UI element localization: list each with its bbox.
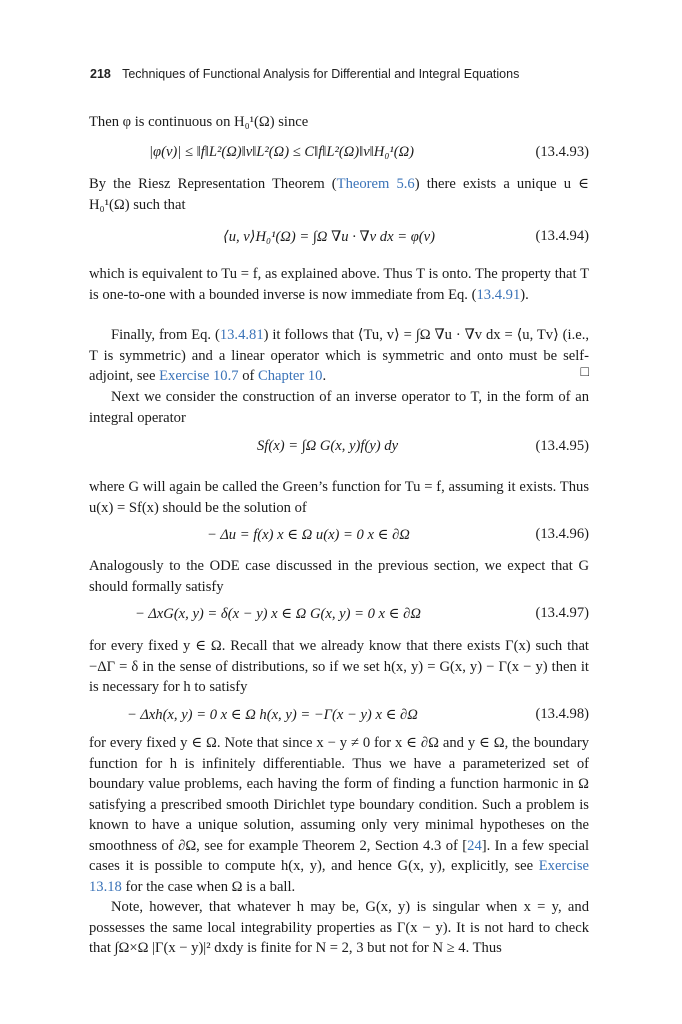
text-run: Finally, from Eq. ( (111, 327, 220, 343)
equation-body: − Δu = f(x) x ∈ Ω u(x) = 0 x ∈ ∂Ω (207, 527, 410, 543)
equation-body: ⟨u, v⟩H₀¹(Ω) = ∫Ω ∇u · ∇v dx = φ(v) (223, 229, 436, 245)
paragraph-7: Analogously to the ODE case discussed in the previous section, we expect that G should formally satisfy (89, 558, 589, 595)
paragraph-2 (89, 174, 589, 215)
equation-number: (13.4.94) (535, 228, 589, 244)
link-eq-13-4-81[interactable]: 13.4.81 (219, 327, 264, 343)
qed-symbol: □ (580, 365, 589, 380)
text-run: . (322, 368, 327, 384)
equation-number: (13.4.98) (535, 706, 589, 722)
link-eq-13-4-91[interactable]: 13.4.91 (476, 286, 521, 303)
paragraph-1: Then φ is continuous on H₀¹(Ω) since (89, 114, 309, 130)
equation-number: (13.4.93) (535, 144, 589, 160)
paragraph-5: Next we consider the construction of an inverse operator to T, in the form of an integral operator (89, 389, 589, 426)
text-run: for every fixed y ∈ Ω. Note that since x − y ≠ 0 for x ∈ ∂Ω and y ∈ Ω, the boundary function for h is infinitely differentiable. Thus we have a parameterized set of boundary value problems, each having the form of finding a function harmonic in Ω satisfying a prescribed smooth Dirichlet type boundary condition. Such a problem is known to have a unique solution, assuming only very minimal hypotheses on the smoothness of ∂Ω, see for example Theorem 2, Section 4.3 of [ (89, 735, 589, 854)
equation-body: − Δxh(x, y) = 0 x ∈ Ω h(x, y) = −Γ(x − y) x ∈ ∂Ω (127, 707, 418, 723)
link-exercise-13-18[interactable]: Exercise 13.18 (89, 858, 589, 895)
link-exercise-10-7[interactable]: Exercise 10.7 (159, 368, 239, 384)
equation-number: (13.4.96) (535, 526, 589, 542)
equation-body: |φ(v)| ≤ ‖f‖L²(Ω)‖v‖L²(Ω) ≤ C‖f‖L²(Ω)‖v‖H₀¹(Ω) (149, 144, 415, 160)
equation-number: (13.4.95) (535, 438, 589, 454)
equation-13-4-98 (89, 706, 589, 728)
equation-number: (13.4.97) (535, 605, 589, 621)
equation-body: − ΔxG(x, y) = δ(x − y) x ∈ Ω G(x, y) = 0 x ∈ ∂Ω (135, 606, 421, 622)
equation-13-4-97 (89, 605, 589, 627)
link-theorem-5-6[interactable]: Theorem 5.6 (336, 176, 415, 192)
text-run: ) there exists a unique u ∈ H₀¹(Ω) such that (89, 176, 589, 213)
running-header (90, 67, 519, 81)
equation-body: Sf(x) = ∫Ω G(x, y)f(y) dy (257, 438, 399, 454)
paragraph-10: Note, however, that whatever h may be, G(x, y) is singular when x = y, and possesses the same local integrability properties as Γ(x − y). It is not hard to check that ∫Ω×Ω |Γ(x − y)|² dxdy is finite for N = 2, 3 but not for N ≥ 4. Thus (89, 899, 589, 956)
paragraph-6: where G will again be called the Green’s function for Tu = f, assuming it exists. Thus u(x) = Sf(x) should be the solution of (89, 479, 589, 516)
paragraph-4 (89, 325, 589, 387)
text-run: for the case when Ω is a ball. (121, 878, 296, 895)
running-title: Techniques of Functional Analysis for Differential and Integral Equations (122, 67, 520, 81)
equation-13-4-93 (89, 144, 589, 166)
text-run: of (238, 368, 259, 384)
paragraph-8: for every fixed y ∈ Ω. Recall that we already know that there exists Γ(x) such that −ΔΓ = δ in the sense of distributions, so if we set h(x, y) = G(x, y) − Γ(x − y) then it is necessary for h to satisfy (89, 638, 589, 695)
link-reference-24[interactable]: 24 (467, 837, 482, 854)
text-run: ). (520, 286, 529, 303)
text-run: which is equivalent to Tu = f, as explained above. Thus T is onto. The property that T is one-to-one with a bounded inverse is now immediate from Eq. ( (89, 266, 589, 303)
link-chapter-10[interactable]: Chapter 10 (258, 368, 323, 384)
equation-13-4-96 (89, 526, 589, 548)
text-run: By the Riesz Representation Theorem ( (89, 176, 337, 192)
text-run: ]. In a few special cases it is possible to compute h(x, y), and hence G(x, y), explicitly, see (89, 837, 589, 874)
text-run: ) it follows that ⟨Tu, v⟩ = ∫Ω ∇u · ∇v dx = ⟨u, Tv⟩ (i.e., T is symmetric) and a linear operator which is symmetric and onto must be self-adjoint, see (89, 327, 589, 384)
equation-13-4-94 (89, 228, 589, 250)
equation-13-4-95 (89, 438, 589, 460)
paragraph-9 (89, 733, 589, 897)
page-number: 218 (90, 67, 111, 81)
paragraph-3 (89, 264, 589, 305)
